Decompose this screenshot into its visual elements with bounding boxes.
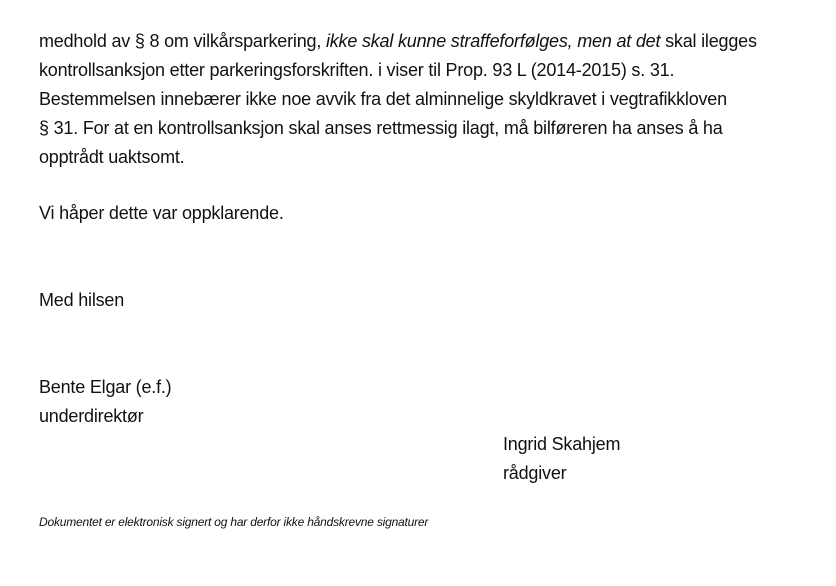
body-line-1-end: skal ilegges [660, 31, 757, 51]
signer-block-second [503, 430, 620, 488]
closing-line: Vi håper dette var oppklarende. [39, 203, 284, 223]
body-line-2: kontrollsanksjon etter parkeringsforskriften. i viser til Prop. 93 L (2014-2015) s. 31. [39, 60, 675, 80]
greeting: Med hilsen [39, 290, 125, 310]
signer-title-second: rådgiver [503, 463, 567, 483]
body-line-1 [39, 27, 757, 56]
signer-title-first: underdirektør [39, 406, 144, 426]
signer-name-first: Bente Elgar (e.f.) [39, 377, 172, 397]
body-line-1-italic: ikke skal kunne straffeforfølges, men at det [325, 31, 661, 51]
body-line-1-start: medhold av § 8 om vilkårsparkering, [39, 31, 326, 51]
body-line-5: opptrådt uaktsomt. [39, 147, 185, 167]
signer-block-first [39, 373, 171, 431]
signer-name-second: Ingrid Skahjem [503, 434, 621, 454]
body-line-3: Bestemmelsen innebærer ikke noe avvik fra det alminnelige skyldkravet i vegtrafikkloven [39, 89, 727, 109]
body-line-4: § 31. For at en kontrollsanksjon skal anses rettmessig ilagt, må bilføreren ha anses å ha [39, 118, 723, 138]
body-paragraph [39, 27, 757, 172]
electronic-signature-note: Dokumentet er elektronisk signert og har derfor ikke håndskrevne signaturer [39, 515, 429, 529]
